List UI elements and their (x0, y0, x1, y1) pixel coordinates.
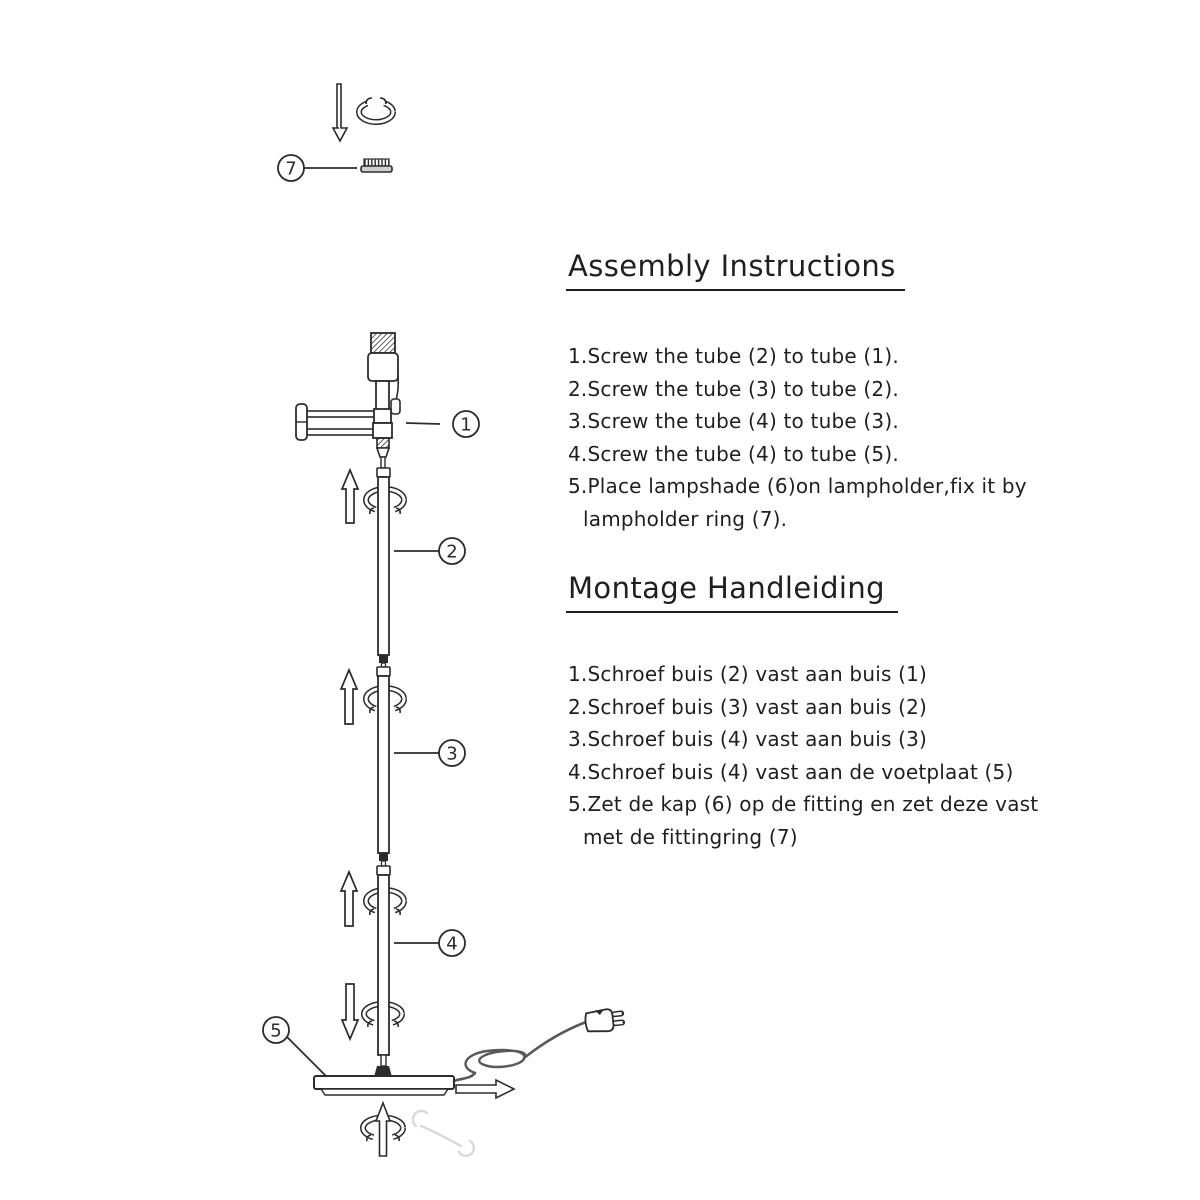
lampholder-neck (376, 381, 389, 411)
callout-number: 7 (285, 158, 297, 180)
callout-number: 2 (446, 541, 458, 563)
down-arrow-icon (342, 984, 358, 1039)
instruction-step: 3.Schroef buis (4) vast aan buis (3) (568, 727, 928, 751)
knurl-strip (364, 159, 389, 166)
lampholder-part-1 (368, 333, 400, 414)
part7-group (278, 84, 393, 181)
tube-3 (377, 667, 390, 866)
arm-bar-bottom (304, 429, 376, 435)
tube-nut (379, 853, 388, 861)
base-plate (314, 1076, 454, 1089)
pull-switch-knob (391, 399, 400, 414)
up-arrow-icon (341, 670, 357, 724)
tube-body (378, 477, 389, 655)
base-plate-part-5 (314, 1076, 454, 1095)
taper-tip (377, 448, 389, 457)
instruction-step: 3.Screw the tube (4) to tube (3). (568, 409, 899, 433)
instruction-step: 2.Screw the tube (3) to tube (2). (568, 376, 899, 401)
instruction-step: 4.Screw the tube (4) to tube (5). (568, 441, 899, 466)
tube-cap (377, 468, 390, 477)
stud (381, 457, 385, 468)
right-arrow-icon (456, 1080, 514, 1098)
instruction-step: 5.Place lampshade (6)on lampholder,fix it by (568, 474, 1027, 498)
tube-body (378, 875, 389, 1055)
power-plug (584, 1007, 625, 1033)
arm-hub-lower (373, 423, 392, 438)
lower-thread (377, 438, 389, 448)
instruction-step-continuation: met de fittingring (7) (583, 824, 798, 849)
up-arrow-icon (376, 1103, 390, 1156)
swing-arm (296, 404, 392, 468)
rotate-icon (359, 98, 393, 122)
base-mount-group (363, 1103, 403, 1156)
instruction-step: 4.Schroef buis (4) vast aan de voetplaat (5) (568, 759, 1014, 784)
tube-2 (377, 468, 390, 668)
up-arrow-icon (342, 470, 358, 523)
callout-7 (278, 155, 357, 181)
instructions-en-steps (568, 340, 1027, 535)
tube-body (378, 676, 389, 853)
tube-nut (379, 655, 388, 663)
tube-cap (377, 667, 390, 676)
instructions-nl-title: Montage Handleiding (566, 571, 898, 613)
arm-hub-upper (374, 409, 391, 423)
callout-number: 5 (270, 1020, 282, 1042)
down-arrow-icon (333, 84, 347, 141)
lampholder-ring-part (361, 159, 392, 172)
callout-4 (394, 930, 465, 956)
lampholder-body (368, 353, 398, 381)
instruction-step: 1.Screw the tube (2) to tube (1). (568, 344, 899, 368)
callout-3 (394, 740, 465, 766)
callout-number: 1 (460, 414, 472, 436)
callout-1 (406, 411, 479, 437)
instructions-en-title: Assembly Instructions (566, 249, 905, 291)
tube-cap (377, 866, 390, 875)
instruction-step: 2.Schroef buis (3) vast aan buis (2) (568, 694, 928, 719)
stud (381, 1055, 386, 1066)
callout-5 (263, 1017, 326, 1076)
callout-number: 4 (446, 933, 458, 955)
instruction-step: 5.Zet de kap (6) op de fitting en zet deze vast (568, 792, 1039, 816)
base-lip (321, 1089, 448, 1095)
instruction-step: 1.Schroef buis (2) vast aan buis (1) (568, 662, 928, 686)
instruction-step-continuation: lampholder ring (7). (583, 506, 788, 531)
arm-bar-top (304, 411, 376, 417)
instructions-nl-steps (568, 658, 1038, 853)
callout-number: 3 (446, 743, 458, 765)
tube-4 (374, 866, 392, 1077)
lampholder-thread (371, 333, 395, 353)
up-arrow-icon (341, 872, 357, 926)
callout-2 (394, 538, 465, 564)
power-cord (454, 1022, 586, 1081)
wrench-icon (413, 1111, 474, 1156)
